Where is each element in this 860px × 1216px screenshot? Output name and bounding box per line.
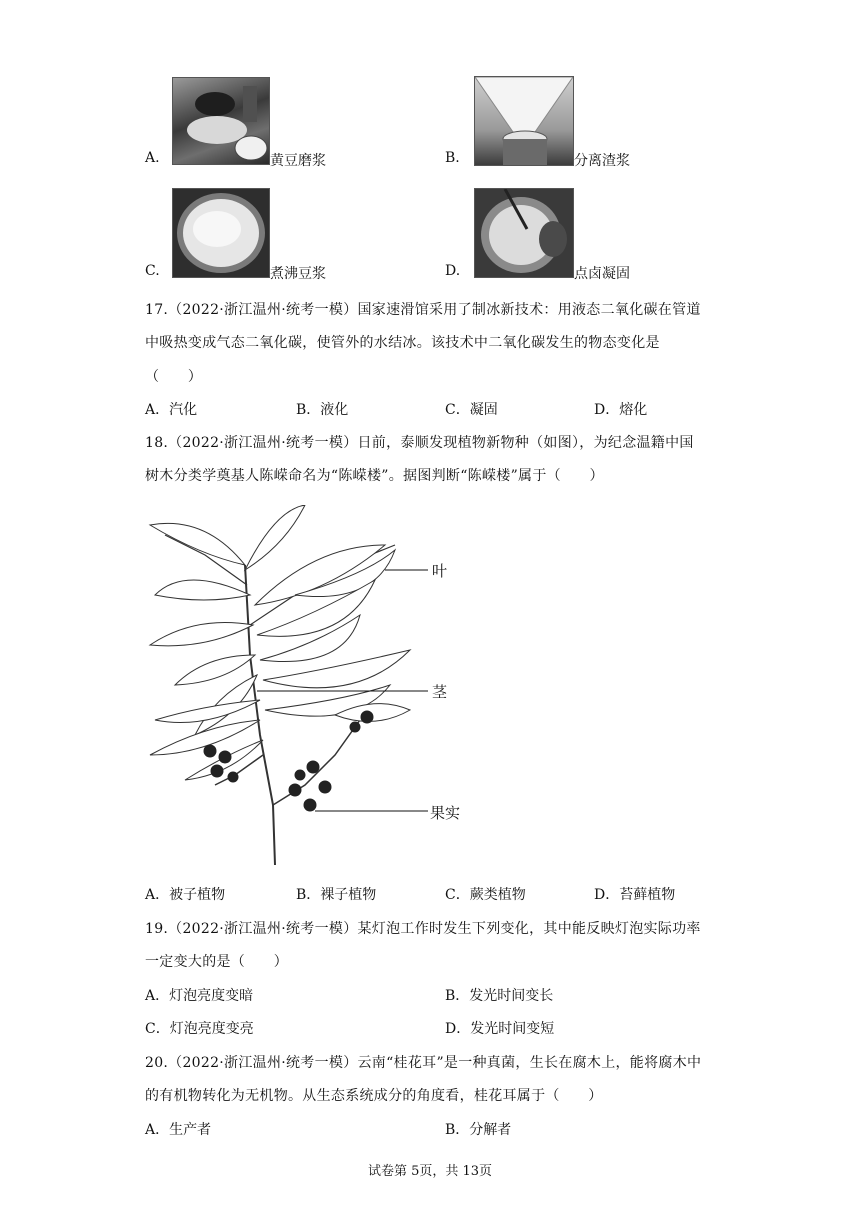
grinding-soybeans-photo: [172, 77, 270, 165]
option-caption: 点卤凝固: [574, 266, 630, 282]
option-letter: D.: [445, 263, 461, 279]
question-text-line: 的有机物转化为无机物。从生态系统成分的角度看，桂花耳属于（ ）: [145, 1088, 603, 1104]
option-c: C．灯泡亮度变亮: [145, 1021, 254, 1037]
question-text-line: 19.（2022·浙江温州·统考一模）某灯泡工作时发生下列变化，其中能反映灯泡实际功率: [145, 921, 701, 937]
fruit-label: 果实: [430, 804, 461, 822]
option-a: A．汽化: [145, 402, 198, 418]
option-c: C．蕨类植物: [445, 887, 526, 903]
option-c: C．凝固: [445, 402, 498, 418]
question-text-line: 17.（2022·浙江温州·统考一模）国家速滑馆采用了制冰新技术：用液态二氧化碳在管道: [145, 302, 701, 318]
option-a: A．生产者: [145, 1122, 212, 1138]
stem-label: 茎: [432, 683, 448, 701]
question-text-line: 18.（2022·浙江温州·统考一模）日前，泰顺发现植物新物种（如图），为纪念温籍中国: [145, 435, 694, 451]
filtering-pulp-photo: [474, 76, 574, 166]
leaf-label: 叶: [432, 562, 448, 580]
question-text-line: 树木分类学奠基人陈嵘命名为“陈嵘楼”。据图判断“陈嵘楼”属于（ ）: [145, 468, 604, 484]
option-b: B．裸子植物: [296, 887, 377, 903]
question-text-line: 中吸热变成气态二氧化碳，使管外的水结冰。该技术中二氧化碳发生的物态变化是: [145, 335, 660, 351]
question-text-line: 一定变大的是（ ）: [145, 954, 288, 970]
option-letter: A.: [145, 150, 160, 166]
option-d: D．苔藓植物: [594, 887, 676, 903]
question-text-line: 20.（2022·浙江温州·统考一模）云南“桂花耳”是一种真菌，生长在腐木上，能将腐木中: [145, 1055, 702, 1071]
page-footer: 试卷第 5页，共 13页: [367, 1164, 493, 1179]
option-b: B．分解者: [445, 1122, 512, 1138]
option-a: A．灯泡亮度变暗: [145, 988, 254, 1004]
option-b: B．液化: [296, 402, 349, 418]
answer-blank: （ ）: [145, 369, 203, 385]
option-caption: 煮沸豆浆: [270, 266, 326, 282]
boiling-soymilk-photo: [172, 188, 270, 278]
option-letter: B.: [445, 150, 460, 166]
option-a: A．被子植物: [145, 887, 226, 903]
option-b: B．发光时间变长: [445, 988, 554, 1004]
option-caption: 黄豆磨浆: [270, 153, 326, 169]
option-caption: 分离渣浆: [574, 153, 630, 169]
option-letter: C.: [145, 263, 160, 279]
option-d: D．发光时间变短: [445, 1021, 555, 1037]
plant-illustration: [145, 505, 475, 870]
adding-brine-photo: [474, 188, 574, 278]
option-d: D．熔化: [594, 402, 648, 418]
